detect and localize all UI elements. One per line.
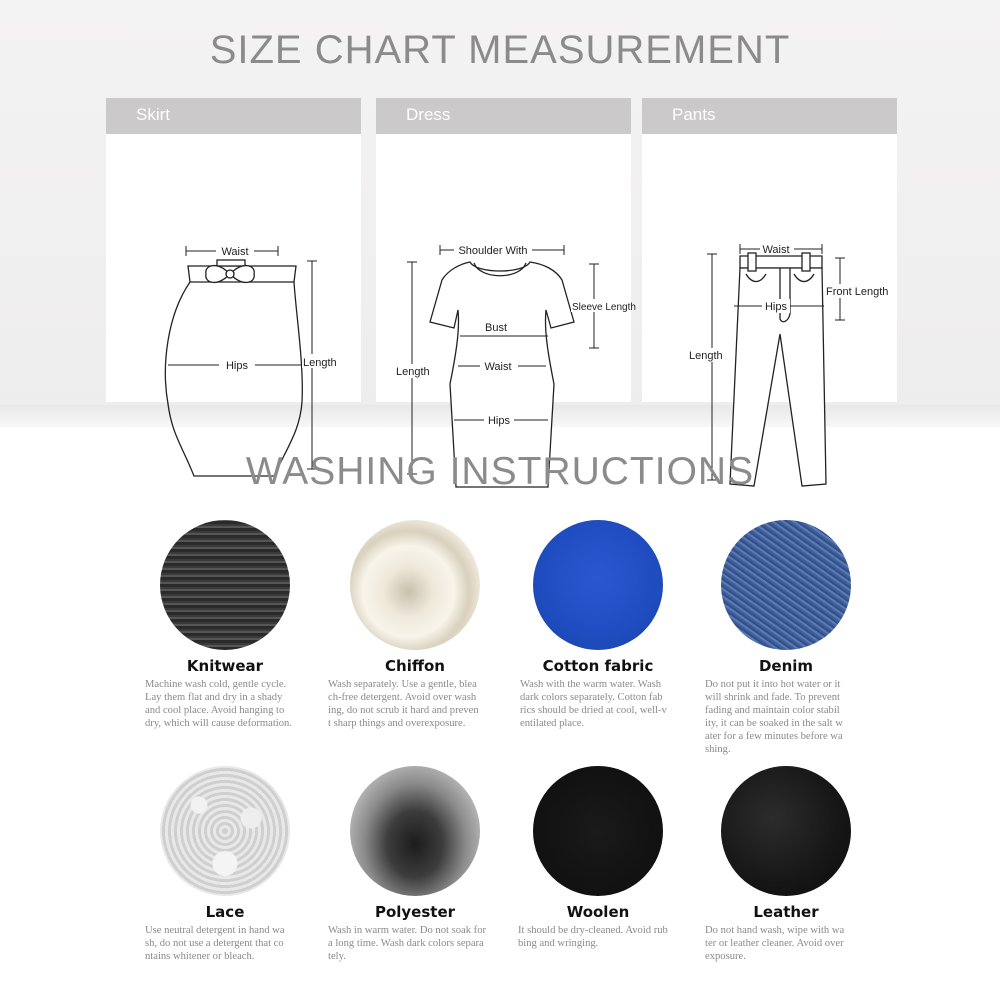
pants-waist-label: Waist	[762, 244, 790, 256]
fabric-name: Polyester	[374, 903, 456, 921]
fabric-description: Wash separately. Use a gentle, blea ch-free detergent. Avoid over wash ing, do not scrub it hard and preven t sharp things and overexposure.	[328, 679, 479, 729]
fabric-chiffon	[317, 520, 517, 730]
dress-sleeve-label: Sleeve Length	[572, 302, 636, 313]
fabric-name: Cotton fabric	[542, 657, 654, 675]
pants-panel	[642, 98, 897, 402]
skirt-waist-label: Waist	[221, 246, 249, 258]
fabric-description: Use neutral detergent in hand wa sh, do not use a detergent that co ntains whitener or bleach.	[145, 925, 285, 962]
size-chart-title: SIZE CHART MEASUREMENT	[209, 28, 791, 72]
fabric-description: It should be dry-cleaned. Avoid rub bing and wringing.	[518, 925, 668, 949]
dress-shoulder-label: Shoulder With	[458, 245, 528, 257]
cotton-swatch	[533, 520, 663, 650]
dress-header: Dress	[376, 98, 631, 134]
fabric-leather	[688, 766, 888, 963]
leather-swatch	[721, 766, 851, 896]
pants-length-label: Length	[689, 350, 723, 362]
fabric-knitwear	[127, 520, 327, 730]
woolen-swatch	[533, 766, 663, 896]
dress-panel	[376, 98, 636, 427]
pants-front-length-label: Front Length	[826, 286, 889, 298]
skirt-diagram	[106, 134, 361, 402]
fabric-name: Woolen	[566, 903, 630, 921]
dress-length-label: Length	[396, 366, 430, 378]
lace-swatch	[160, 766, 290, 896]
dress-bust-label: Bust	[484, 322, 508, 334]
skirt-header: Skirt	[106, 98, 361, 134]
fabric-woolen	[500, 766, 700, 950]
fabric-description: Wash with the warm water. Wash dark colors separately. Cotton fab rics should be dried at cool, well-v entilated place.	[520, 679, 667, 729]
skirt-panel	[106, 98, 361, 402]
fabric-description: Wash in warm water. Do not soak for a long time. Wash dark colors separa tely.	[328, 925, 487, 962]
fabric-name: Leather	[753, 903, 819, 921]
skirt-length-label: Length	[303, 357, 337, 369]
pants-diagram	[642, 134, 897, 402]
fabric-name: Denim	[758, 657, 814, 675]
knitwear-swatch	[160, 520, 290, 650]
fabric-lace	[127, 766, 327, 963]
polyester-swatch	[350, 766, 480, 896]
dress-hips-label: Hips	[487, 415, 511, 427]
pants-header: Pants	[642, 98, 897, 134]
fabric-polyester	[317, 766, 517, 963]
pants-hips-label: Hips	[764, 301, 788, 313]
skirt-hips-label: Hips	[225, 360, 249, 372]
fabric-denim	[688, 520, 888, 756]
fabric-name: Knitwear	[186, 657, 264, 675]
fabric-cotton	[500, 520, 700, 730]
dress-diagram	[376, 134, 636, 427]
denim-swatch	[721, 520, 851, 650]
fabric-name: Lace	[205, 903, 245, 921]
fabric-name: Chiffon	[385, 657, 445, 675]
chiffon-swatch	[350, 520, 480, 650]
dress-waist-label: Waist	[484, 361, 512, 373]
fabric-description: Do not hand wash, wipe with wa ter or leather cleaner. Avoid over exposure.	[705, 925, 845, 962]
fabric-description: Machine wash cold, gentle cycle. Lay them flat and dry in a shady and cool place. Avoid hanging to dry, which will cause deformation.	[145, 679, 292, 729]
washing-title: WASHING INSTRUCTIONS	[245, 450, 755, 493]
fabric-description: Do not put it into hot water or it will shrink and fade. To prevent fading and maintain color stabil ity, it can be soaked in the salt w ater for a few minutes before wa shing.	[705, 679, 843, 755]
